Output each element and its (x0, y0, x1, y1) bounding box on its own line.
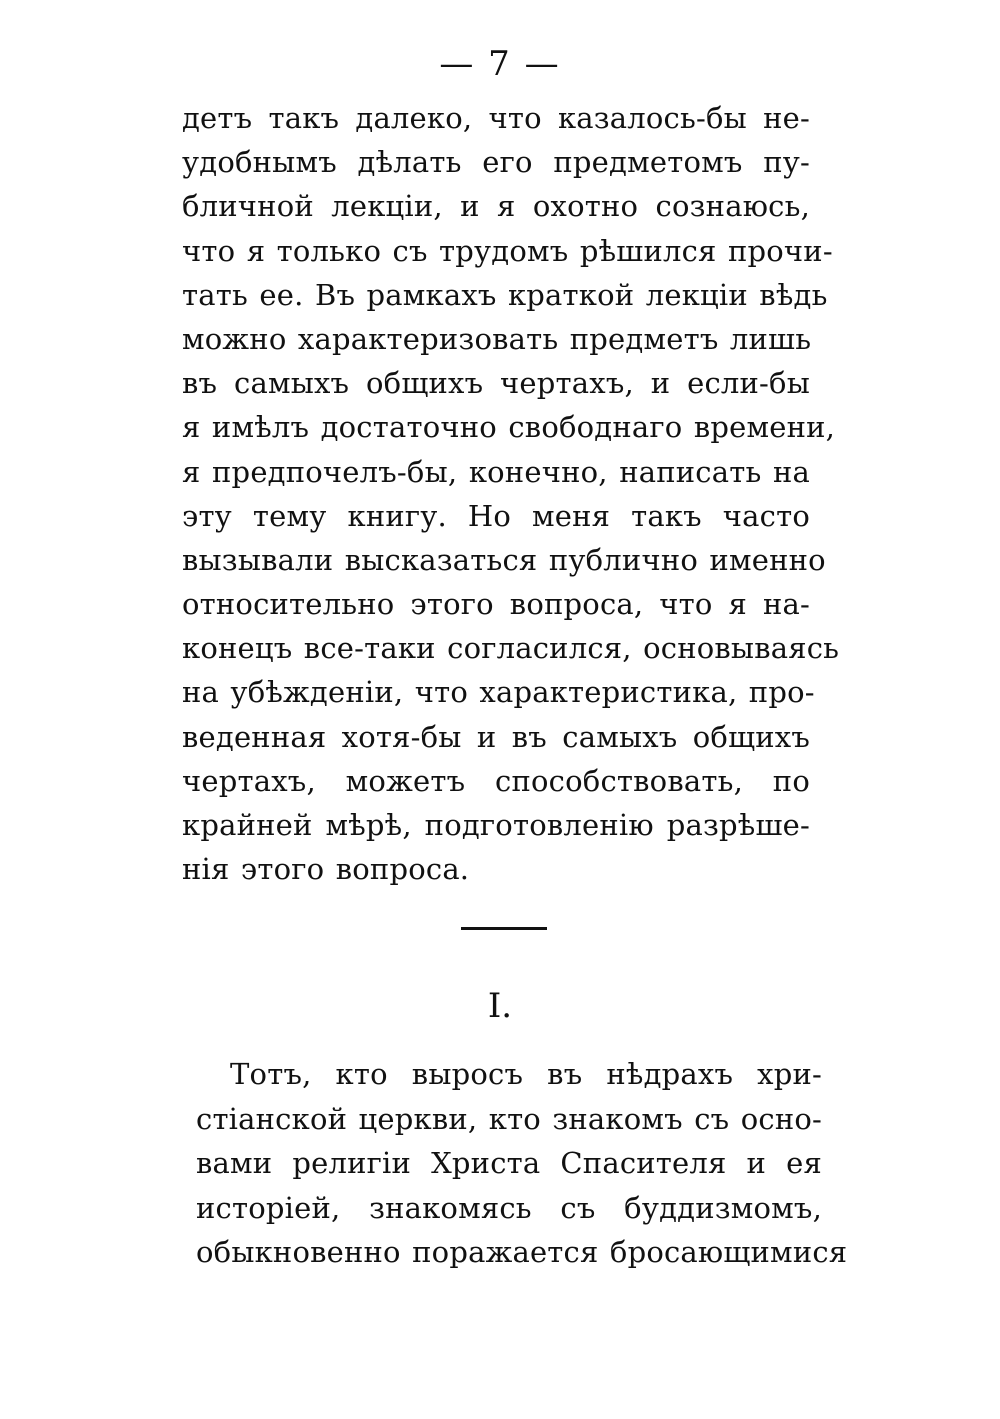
text-line: относительно этого вопроса, что я на- (182, 587, 810, 622)
text-line: я имѣлъ достаточно свободнаго времени, (182, 410, 836, 445)
paragraph-continued (182, 96, 840, 891)
paragraph-section-one (196, 1052, 848, 1275)
text-line: я предпочелъ-бы, конечно, написать на (182, 454, 810, 489)
text-line: можно характеризовать предметъ лишь (182, 321, 812, 356)
text-line: удобнымъ дѣлать его предметомъ пу- (182, 145, 810, 180)
text-line: эту тему книгу. Но меня такъ часто (182, 498, 810, 533)
text-line: исторіей, знакомясь съ буддизмомъ, (196, 1190, 822, 1225)
text-line: въ самыхъ общихъ чертахъ, и если-бы (182, 366, 810, 401)
text-line: стіанской церкви, кто знакомъ съ осно- (196, 1101, 823, 1136)
text-line: тать ее. Въ рамкахъ краткой лекціи вѣдь (182, 277, 828, 312)
section-divider (461, 927, 547, 930)
text-line: на убѣжденіи, что характеристика, про- (182, 675, 815, 710)
text-line: нія этого вопроса. (182, 852, 470, 887)
text-line: конецъ все-таки согласился, основываясь (182, 631, 840, 666)
text-line: детъ такъ далеко, что казалось-бы не- (182, 101, 810, 135)
text-line: веденная хотя-бы и въ самыхъ общихъ (182, 719, 810, 754)
text-line: обыкновенно поражается бросающимися (196, 1235, 848, 1269)
text-line: чертахъ, можетъ способствовать, по (182, 763, 810, 798)
text-line: Тотъ, кто выросъ въ нѣдрахъ хри- (230, 1057, 822, 1091)
section-heading: I. (487, 986, 513, 1026)
text-line: бличной лекціи, и я охотно сознаюсь, (182, 189, 810, 224)
text-line: крайней мѣрѣ, подготовленію разрѣше- (182, 808, 810, 842)
page-number: — 7 — (439, 44, 561, 84)
text-line: вызывали высказаться публично именно (182, 542, 826, 577)
text-line: вами религіи Христа Спасителя и ея (196, 1146, 822, 1180)
text-line: что я только съ трудомъ рѣшился прочи- (182, 233, 833, 268)
